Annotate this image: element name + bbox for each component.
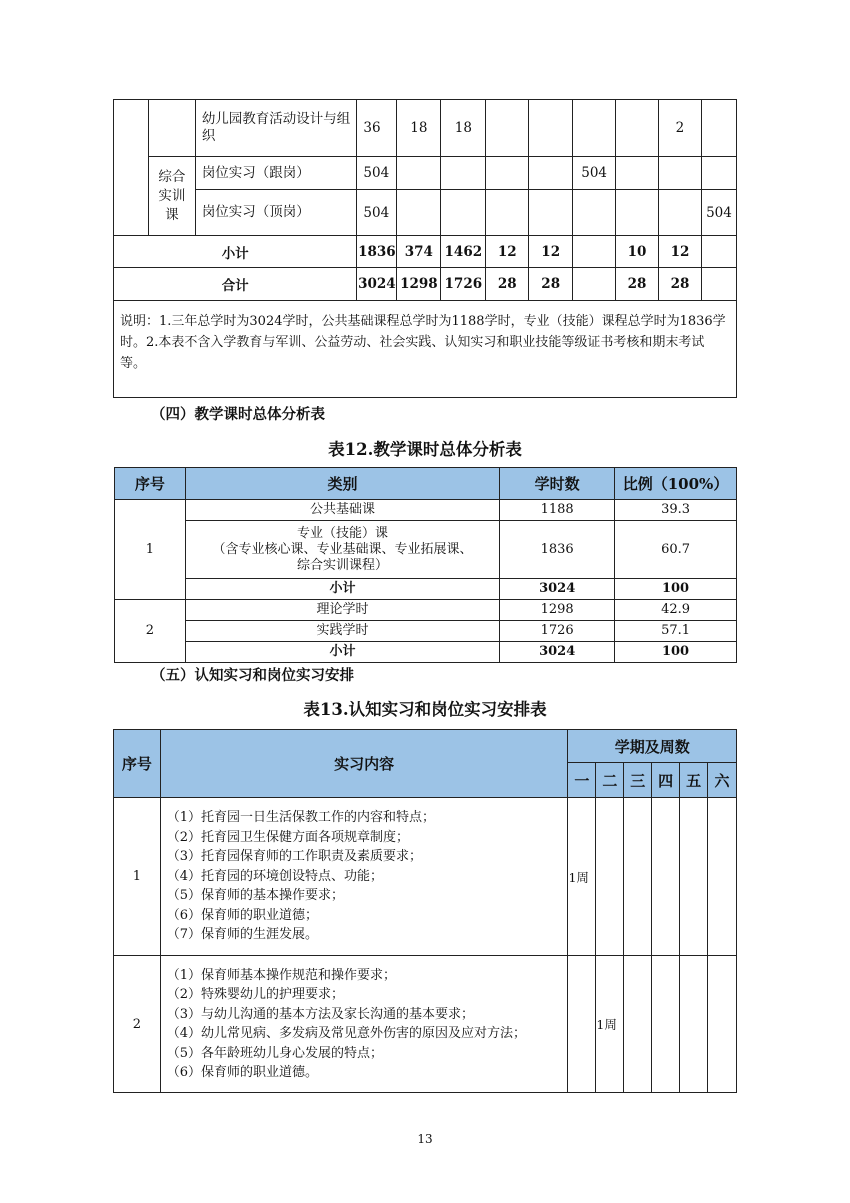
- internship-content: （1）托育园一日生活保教工作的内容和特点； （2）托育园卫生保健方面各项规章制度； （3）托育园保育师的工作职责及素质要求； （4）托育园的环境创设特点、功能； （5）保育师的基本操作要求； （6）保育师的职业道德； （7）保育师的生涯发展。: [160, 798, 568, 956]
- table-row: 1 （1）托育园一日生活保教工作的内容和特点； （2）托育园卫生保健方面各项规章制度； （3）托育园保育师的工作职责及素质要求； （4）托育园的环境创设特点、功能； （5）保育师的基本操作要求； （6）保育师的职业道德； （7）保育师的生涯发展。 1周: [114, 798, 737, 956]
- internship-content: （1）保育师基本操作规范和操作要求； （2）特殊婴幼儿的护理要求； （3）与幼儿沟通的基本方法及家长沟通的基本要求； （4）幼儿常见病、多发病及常见意外伤害的原因及应对方法； （5）各年龄班幼儿身心发展的特点； （6）保育师的职业道德。: [160, 956, 568, 1093]
- section-heading: （五）认知实习和岗位实习安排: [151, 667, 354, 684]
- total-row: 合计 3024 1298 1726 28 28 28 28: [114, 268, 737, 301]
- subtotal-row: 小计 3024 100: [115, 642, 737, 663]
- course-name: 幼儿园教育活动设计与组织: [195, 100, 357, 157]
- subtotal-row: 小计 3024 100: [115, 579, 737, 600]
- course-name: 岗位实习（顶岗）: [195, 190, 357, 236]
- table-row: 幼儿园教育活动设计与组织 36 18 18 2: [114, 100, 737, 157]
- table-note: 说明：1.三年总学时为3024学时，公共基础课程总学时为1188学时，专业（技能）课程总学时为1836学时。2.本表不含入学教育与军训、公益劳动、社会实践、认知实习和职业技能等级证书考核和期末考试等。: [114, 301, 737, 398]
- table-caption: 表13.认知实习和岗位实习安排表: [303, 700, 547, 719]
- table-row: 2 （1）保育师基本操作规范和操作要求； （2）特殊婴幼儿的护理要求； （3）与幼儿沟通的基本方法及家长沟通的基本要求； （4）幼儿常见病、多发病及常见意外伤害的原因及应对方法； （5）各年龄班幼儿身心发展的特点； （6）保育师的职业道德。 1周: [114, 956, 737, 1093]
- table-row: 专业（技能）课 （含专业核心课、专业基础课、专业拓展课、 综合实训课程） 1836 60.7: [115, 521, 737, 579]
- section-heading: （四）教学课时总体分析表: [151, 406, 325, 423]
- subtotal-row: 小计 1836 374 1462 12 12 10 12: [114, 236, 737, 268]
- table-header: 序号 实习内容 学期及周数: [114, 730, 737, 763]
- note-row: [114, 301, 737, 398]
- internship-schedule-table: [113, 729, 737, 1093]
- table-row: 综合实训课 岗位实习（跟岗） 504 504: [114, 157, 737, 190]
- table-row: 2 理论学时 1298 42.9: [115, 600, 737, 621]
- category-cell: 综合实训课: [148, 157, 195, 236]
- table-caption: 表12.教学课时总体分析表: [328, 440, 522, 459]
- page-number: 13: [417, 1132, 433, 1146]
- course-hours-table: [113, 99, 737, 398]
- course-name: 岗位实习（跟岗）: [195, 157, 357, 190]
- table-row: 1 公共基础课 1188 39.3: [115, 500, 737, 521]
- hours-analysis-table: [114, 467, 737, 663]
- table-header: 一 二 三 四 五 六: [114, 763, 737, 798]
- table-row: 岗位实习（顶岗） 504 504: [114, 190, 737, 236]
- table-row: 实践学时 1726 57.1: [115, 621, 737, 642]
- table-header: 序号 类别 学时数 比例（100%）: [115, 468, 737, 500]
